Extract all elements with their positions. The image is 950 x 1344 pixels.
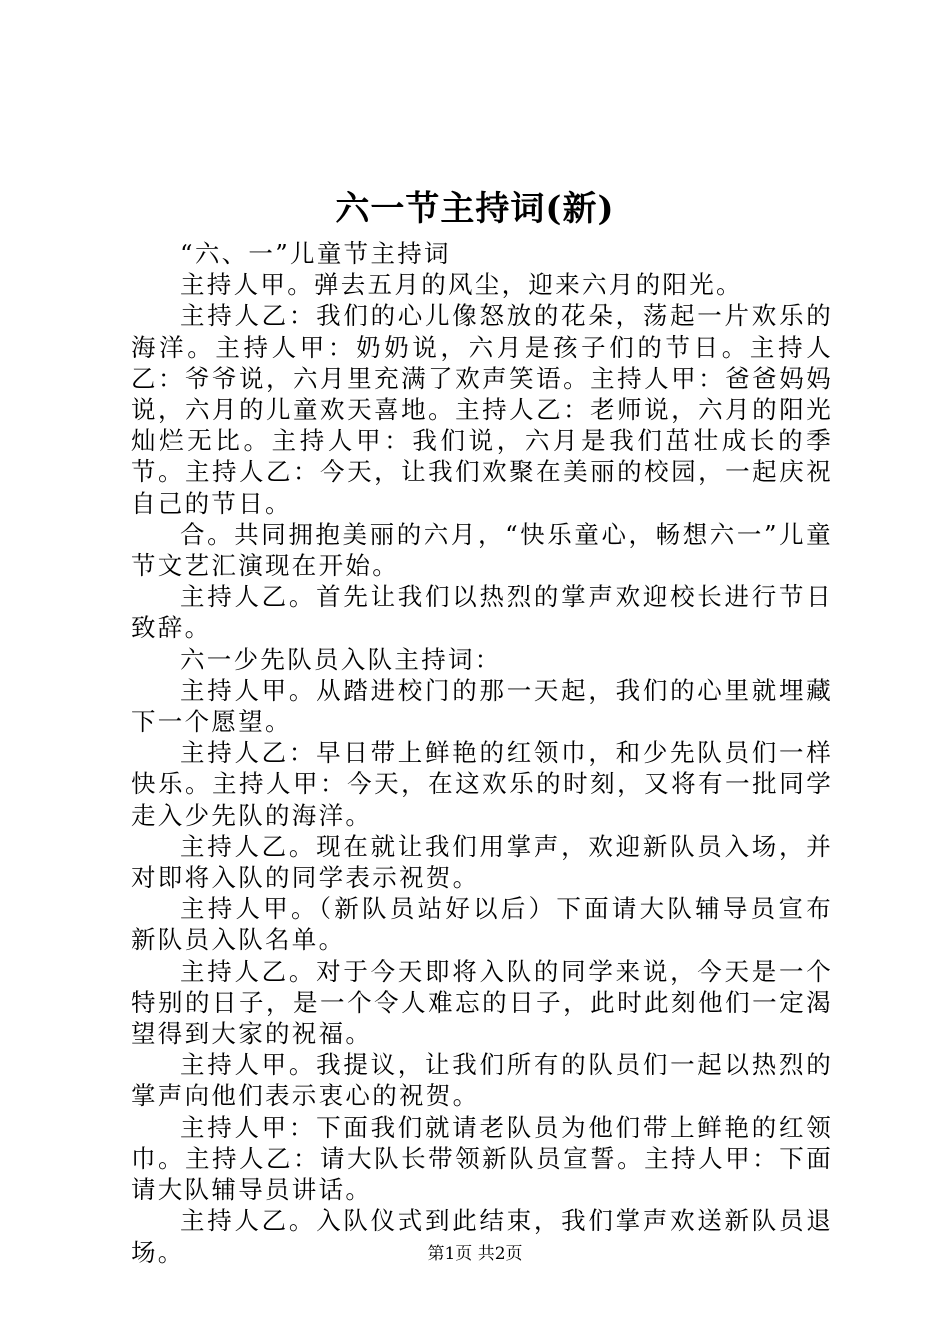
page-number-footer: 第1页 共2页	[427, 1244, 523, 1264]
document-title: 六一节主持词(新)	[335, 189, 615, 229]
paragraph-5: 主持人乙。首先让我们以热烈的掌声欢迎校长进行节日致辞。	[131, 582, 833, 643]
paragraph-6: 六一少先队员入队主持词：	[180, 644, 502, 674]
paragraph-12: 主持人甲。我提议，让我们所有的队员们一起以热烈的掌声向他们表示衷心的祝贺。	[131, 1050, 833, 1111]
paragraph-3: 主持人乙：我们的心儿像怒放的花朵，荡起一片欢乐的海洋。主持人甲：奶奶说，六月是孩子们的节日。主持人乙：爷爷说，六月里充满了欢声笑语。主持人甲：爸爸妈妈说，六月的儿童欢天喜地。主持人乙：老师说，六月的阳光灿烂无比。主持人甲：我们说，六月是我们茁壮成长的季节。主持人乙：今天，让我们欢聚在美丽的校园，一起庆祝自己的节日。	[131, 301, 833, 518]
paragraph-13: 主持人甲：下面我们就请老队员为他们带上鲜艳的红领巾。主持人乙：请大队长带领新队员宣誓。主持人甲：下面请大队辅导员讲话。	[131, 1112, 833, 1205]
paragraph-14: 主持人乙。入队仪式到此结束，我们掌声欢送新队员退场。	[131, 1206, 833, 1267]
paragraph-4: 合。共同拥抱美丽的六月，“快乐童心，畅想六一”儿童节文艺汇演现在开始。	[131, 519, 833, 581]
paragraph-2: 主持人甲。弹去五月的风尘，迎来六月的阳光。	[180, 270, 743, 300]
paragraph-10: 主持人甲。（新队员站好以后）下面请大队辅导员宣布新队员入队名单。	[131, 894, 833, 955]
paragraph-8: 主持人乙：早日带上鲜艳的红领巾，和少先队员们一样快乐。主持人甲：今天，在这欢乐的时刻，又将有一批同学走入少先队的海洋。	[131, 738, 833, 830]
paragraph-9: 主持人乙。现在就让我们用掌声，欢迎新队员入场，并对即将入队的同学表示祝贺。	[131, 831, 833, 893]
document-body	[131, 238, 833, 1268]
paragraph-11: 主持人乙。对于今天即将入队的同学来说，今天是一个特别的日子，是一个令人难忘的日子，此时此刻他们一定渴望得到大家的祝福。	[131, 956, 833, 1049]
paragraph-7: 主持人甲。从踏进校门的那一天起，我们的心里就埋藏下一个愿望。	[131, 675, 833, 737]
paragraph-1: “六、一”儿童节主持词	[180, 239, 451, 268]
